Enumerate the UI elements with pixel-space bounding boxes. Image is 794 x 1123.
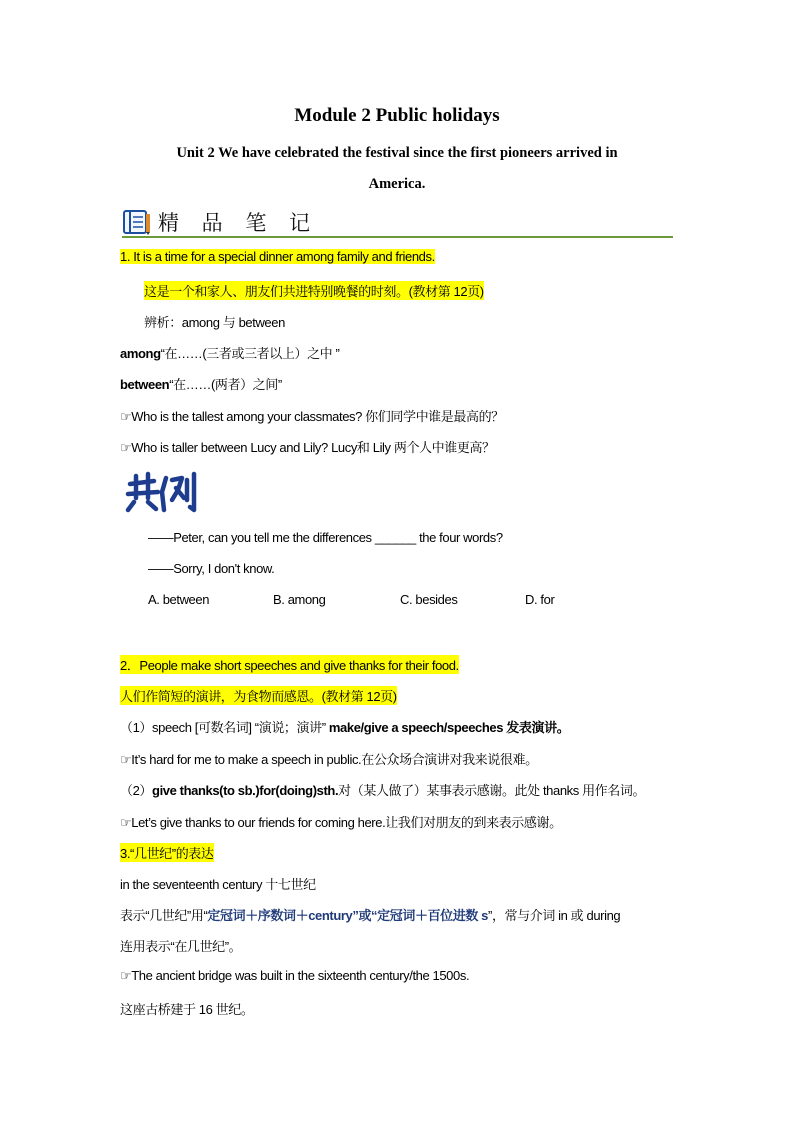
question-line1: ——Peter, can you tell me the differences ______ the four words? [148, 530, 503, 545]
point3-example: ☞The ancient bridge was built in the sixteenth century/the 1500s. [120, 968, 470, 983]
page-title: Module 2 Public holidays [294, 105, 500, 126]
point2-item2-phrase: give thanks(to sb.)for(doing)sth. [152, 783, 339, 798]
point3-rule-pattern1: 定冠词＋序数词＋century [207, 908, 353, 923]
notes-section-label: 精 品 笔 记 [158, 211, 319, 235]
point1-example1: ☞Who is the tallest among your classmates? 你们同学中谁是最高的？ [120, 409, 504, 424]
between-meaning: “在……(两者）之间” [169, 377, 282, 392]
section-divider [122, 236, 673, 238]
option-d: D. for [525, 592, 555, 607]
unit-title-line1: Unit 2 We have celebrated the festival since the first pioneers arrived in [176, 145, 618, 161]
point3-phrase: in the seventeenth century 十七世纪 [120, 877, 316, 892]
point2-item1-phrase: make/give a speech/speeches 发表演讲。 [328, 720, 570, 735]
option-c: C. besides [400, 592, 458, 607]
point2-item1 [120, 717, 569, 736]
point3-rule-e: ”，常与介词 in 或 during [488, 908, 621, 923]
point2-item2-rest: 对（某人做了）某事表示感谢。此处 thanks 用作名词。 [338, 783, 646, 798]
between-definition [120, 374, 282, 393]
unit-title-line2: America. [368, 176, 426, 192]
question-line2: ——Sorry, I don't know. [148, 561, 275, 576]
point3-rule-c: ”或“ [352, 908, 378, 923]
typical-example-badge [124, 470, 198, 519]
point2-sentence: 2．People make short speeches and give thanks for their food. [120, 655, 459, 674]
point3-heading: 3.“几世纪”的表达 [120, 843, 214, 862]
notebook-icon [122, 208, 152, 236]
point2-item1-prefix: （1）speech [可数名词] “演说；演讲” [120, 720, 329, 735]
between-word: between [120, 377, 170, 392]
among-definition [120, 343, 339, 362]
point1-example2: ☞Who is taller between Lucy and Lily? Lucy和 Lily 两个人中谁更高？ [120, 440, 495, 455]
point3-rule-pattern2: 定冠词＋百位进数 s [377, 908, 489, 923]
typical-example-text: 典例 [124, 470, 126, 471]
among-meaning: “在……(三者或三者以上）之中 ” [160, 346, 340, 361]
point2-example2: ☞Let’s give thanks to our friends for coming here.让我们对朋友的到来表示感谢。 [120, 815, 562, 830]
option-a: A. between [148, 592, 210, 607]
typical-example-calligraphy [124, 470, 198, 514]
point1-sentence: 1. It is a time for a special dinner among family and friends. [120, 249, 435, 264]
point3-rule-line2: 连用表示“在几世纪”。 [120, 939, 242, 954]
point3-rule [120, 905, 620, 924]
notes-section-header [122, 207, 318, 237]
point1-translation: 这是一个和家人、朋友们共进特别晚餐的时刻。(教材第 12页) [144, 281, 484, 300]
point1-analysis: 辨析：among 与 between [144, 315, 285, 330]
option-b: B. among [273, 592, 326, 607]
point2-translation: 人们作简短的演讲，为食物而感恩。(教材第 12页) [120, 686, 397, 705]
point2-example1: ☞It’s hard for me to make a speech in public.在公众场合演讲对我来说很难。 [120, 752, 538, 767]
point2-item2-prefix: （2） [120, 783, 153, 798]
point3-rule-a: 表示“几世纪”用“ [120, 908, 208, 923]
point2-item2 [120, 780, 645, 799]
among-word: among [120, 346, 161, 361]
point3-translation: 这座古桥建于 16 世纪。 [120, 1002, 254, 1017]
